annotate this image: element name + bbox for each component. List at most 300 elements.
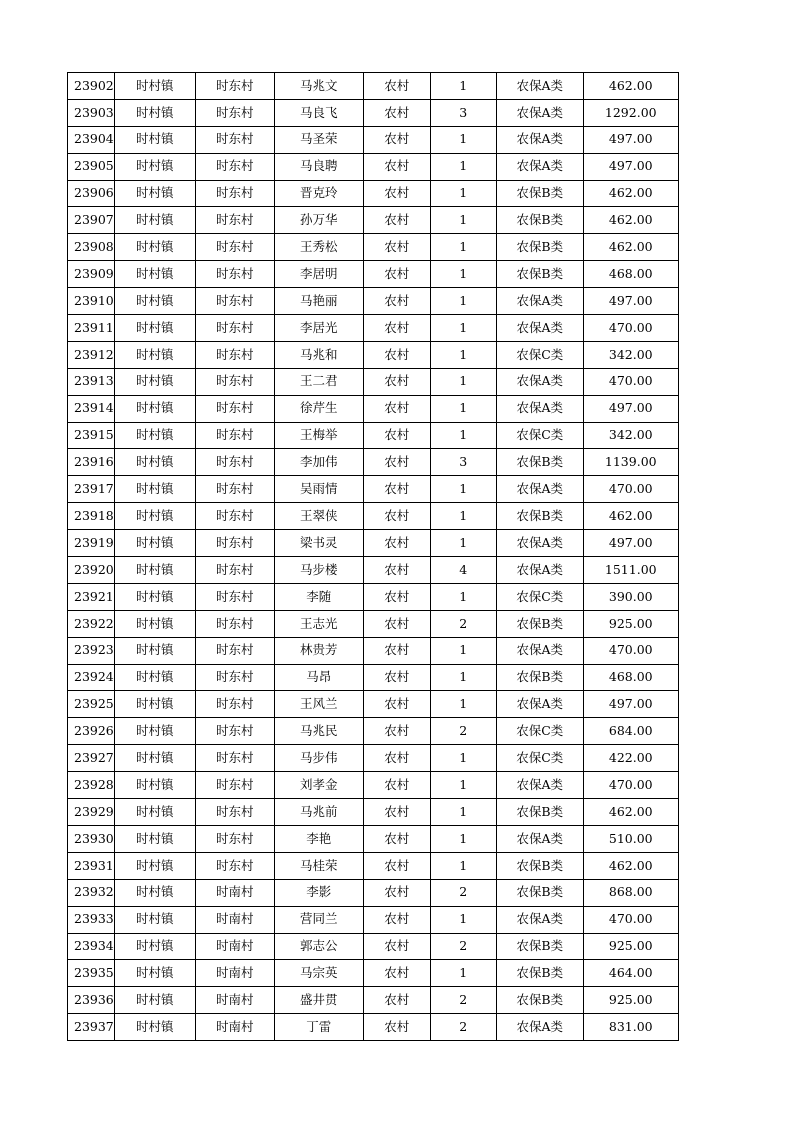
cell-count: 1 <box>430 341 496 368</box>
cell-name: 马艳丽 <box>274 288 363 315</box>
cell-amount: 925.00 <box>583 933 678 960</box>
table-row <box>68 852 679 879</box>
cell-amount: 468.00 <box>583 261 678 288</box>
cell-name: 王二君 <box>274 368 363 395</box>
cell-name: 马兆和 <box>274 341 363 368</box>
cell-town: 时村镇 <box>114 933 195 960</box>
cell-id: 23907 <box>68 207 115 234</box>
cell-village: 时东村 <box>195 180 274 207</box>
cell-category: 农保A类 <box>496 315 583 342</box>
cell-amount: 470.00 <box>583 368 678 395</box>
cell-id: 23915 <box>68 422 115 449</box>
cell-village: 时东村 <box>195 583 274 610</box>
cell-id: 23923 <box>68 637 115 664</box>
cell-name: 马宗英 <box>274 960 363 987</box>
cell-name: 郭志公 <box>274 933 363 960</box>
cell-id: 23933 <box>68 906 115 933</box>
cell-category: 农保A类 <box>496 557 583 584</box>
cell-name: 李居明 <box>274 261 363 288</box>
table-row <box>68 449 679 476</box>
cell-name: 马昂 <box>274 664 363 691</box>
table-row <box>68 368 679 395</box>
cell-amount: 925.00 <box>583 987 678 1014</box>
cell-count: 1 <box>430 288 496 315</box>
cell-town: 时村镇 <box>114 852 195 879</box>
cell-category: 农保A类 <box>496 691 583 718</box>
cell-town: 时村镇 <box>114 180 195 207</box>
cell-name: 马桂荣 <box>274 852 363 879</box>
cell-town: 时村镇 <box>114 207 195 234</box>
cell-category: 农保B类 <box>496 987 583 1014</box>
cell-count: 3 <box>430 99 496 126</box>
cell-village: 时东村 <box>195 691 274 718</box>
cell-id: 23902 <box>68 73 115 100</box>
cell-name: 李艳 <box>274 825 363 852</box>
cell-count: 4 <box>430 557 496 584</box>
cell-town: 时村镇 <box>114 583 195 610</box>
table-row <box>68 799 679 826</box>
cell-id: 23903 <box>68 99 115 126</box>
cell-type: 农村 <box>363 73 430 100</box>
cell-name: 梁书灵 <box>274 530 363 557</box>
cell-type: 农村 <box>363 207 430 234</box>
cell-type: 农村 <box>363 234 430 261</box>
cell-village: 时东村 <box>195 261 274 288</box>
cell-count: 1 <box>430 422 496 449</box>
cell-amount: 510.00 <box>583 825 678 852</box>
cell-category: 农保C类 <box>496 341 583 368</box>
cell-name: 徐芹生 <box>274 395 363 422</box>
cell-village: 时东村 <box>195 449 274 476</box>
cell-id: 23937 <box>68 1014 115 1041</box>
cell-type: 农村 <box>363 530 430 557</box>
cell-id: 23911 <box>68 315 115 342</box>
cell-category: 农保A类 <box>496 288 583 315</box>
cell-village: 时南村 <box>195 879 274 906</box>
cell-amount: 462.00 <box>583 852 678 879</box>
cell-count: 1 <box>430 207 496 234</box>
cell-name: 李影 <box>274 879 363 906</box>
cell-village: 时东村 <box>195 557 274 584</box>
cell-type: 农村 <box>363 987 430 1014</box>
table-row <box>68 691 679 718</box>
table-row <box>68 637 679 664</box>
cell-amount: 470.00 <box>583 476 678 503</box>
table-row <box>68 261 679 288</box>
cell-type: 农村 <box>363 315 430 342</box>
cell-amount: 831.00 <box>583 1014 678 1041</box>
table-row <box>68 745 679 772</box>
cell-category: 农保A类 <box>496 73 583 100</box>
cell-village: 时东村 <box>195 799 274 826</box>
cell-type: 农村 <box>363 153 430 180</box>
cell-amount: 497.00 <box>583 530 678 557</box>
cell-category: 农保A类 <box>496 126 583 153</box>
cell-town: 时村镇 <box>114 691 195 718</box>
table-row <box>68 288 679 315</box>
cell-type: 农村 <box>363 879 430 906</box>
cell-amount: 464.00 <box>583 960 678 987</box>
cell-amount: 462.00 <box>583 73 678 100</box>
cell-village: 时东村 <box>195 718 274 745</box>
cell-name: 李居光 <box>274 315 363 342</box>
cell-category: 农保A类 <box>496 637 583 664</box>
cell-name: 马良飞 <box>274 99 363 126</box>
cell-type: 农村 <box>363 583 430 610</box>
table-row <box>68 422 679 449</box>
cell-town: 时村镇 <box>114 987 195 1014</box>
cell-id: 23919 <box>68 530 115 557</box>
table-row <box>68 476 679 503</box>
cell-name: 晋克玲 <box>274 180 363 207</box>
cell-amount: 497.00 <box>583 395 678 422</box>
cell-amount: 342.00 <box>583 341 678 368</box>
cell-id: 23906 <box>68 180 115 207</box>
cell-type: 农村 <box>363 261 430 288</box>
cell-category: 农保B类 <box>496 933 583 960</box>
cell-count: 1 <box>430 153 496 180</box>
table-row <box>68 126 679 153</box>
cell-id: 23935 <box>68 960 115 987</box>
cell-amount: 462.00 <box>583 180 678 207</box>
cell-village: 时南村 <box>195 987 274 1014</box>
cell-category: 农保B类 <box>496 261 583 288</box>
cell-type: 农村 <box>363 422 430 449</box>
table-row <box>68 960 679 987</box>
cell-type: 农村 <box>363 637 430 664</box>
cell-id: 23916 <box>68 449 115 476</box>
cell-id: 23905 <box>68 153 115 180</box>
cell-amount: 470.00 <box>583 637 678 664</box>
cell-count: 1 <box>430 852 496 879</box>
cell-count: 1 <box>430 583 496 610</box>
cell-name: 丁雷 <box>274 1014 363 1041</box>
cell-category: 农保B类 <box>496 879 583 906</box>
cell-category: 农保A类 <box>496 395 583 422</box>
cell-category: 农保A类 <box>496 1014 583 1041</box>
cell-amount: 462.00 <box>583 234 678 261</box>
table-row <box>68 153 679 180</box>
table-row <box>68 207 679 234</box>
cell-name: 王翠侠 <box>274 503 363 530</box>
cell-village: 时南村 <box>195 906 274 933</box>
cell-town: 时村镇 <box>114 234 195 261</box>
cell-count: 1 <box>430 503 496 530</box>
cell-town: 时村镇 <box>114 557 195 584</box>
cell-name: 孙万华 <box>274 207 363 234</box>
cell-village: 时东村 <box>195 422 274 449</box>
cell-town: 时村镇 <box>114 745 195 772</box>
records-table-body <box>68 73 679 1041</box>
cell-name: 马圣荣 <box>274 126 363 153</box>
cell-id: 23927 <box>68 745 115 772</box>
cell-town: 时村镇 <box>114 126 195 153</box>
cell-id: 23922 <box>68 610 115 637</box>
cell-village: 时东村 <box>195 153 274 180</box>
cell-amount: 497.00 <box>583 691 678 718</box>
cell-town: 时村镇 <box>114 799 195 826</box>
cell-count: 1 <box>430 180 496 207</box>
table-row <box>68 73 679 100</box>
cell-name: 吴雨情 <box>274 476 363 503</box>
cell-amount: 470.00 <box>583 315 678 342</box>
cell-category: 农保B类 <box>496 960 583 987</box>
cell-amount: 1139.00 <box>583 449 678 476</box>
cell-town: 时村镇 <box>114 825 195 852</box>
cell-name: 马良聘 <box>274 153 363 180</box>
cell-type: 农村 <box>363 960 430 987</box>
cell-town: 时村镇 <box>114 261 195 288</box>
table-row <box>68 530 679 557</box>
cell-category: 农保B类 <box>496 207 583 234</box>
cell-town: 时村镇 <box>114 772 195 799</box>
table-row <box>68 879 679 906</box>
cell-id: 23920 <box>68 557 115 584</box>
cell-village: 时东村 <box>195 772 274 799</box>
cell-village: 时东村 <box>195 234 274 261</box>
cell-town: 时村镇 <box>114 960 195 987</box>
cell-amount: 497.00 <box>583 126 678 153</box>
cell-type: 农村 <box>363 745 430 772</box>
cell-id: 23910 <box>68 288 115 315</box>
cell-village: 时东村 <box>195 288 274 315</box>
cell-town: 时村镇 <box>114 315 195 342</box>
cell-category: 农保C类 <box>496 422 583 449</box>
cell-type: 农村 <box>363 799 430 826</box>
cell-category: 农保B类 <box>496 799 583 826</box>
cell-id: 23929 <box>68 799 115 826</box>
cell-village: 时东村 <box>195 126 274 153</box>
cell-village: 时南村 <box>195 960 274 987</box>
cell-id: 23908 <box>68 234 115 261</box>
cell-count: 1 <box>430 745 496 772</box>
cell-amount: 470.00 <box>583 772 678 799</box>
cell-category: 农保A类 <box>496 368 583 395</box>
table-row <box>68 610 679 637</box>
cell-amount: 462.00 <box>583 207 678 234</box>
cell-id: 23917 <box>68 476 115 503</box>
cell-town: 时村镇 <box>114 73 195 100</box>
cell-count: 1 <box>430 825 496 852</box>
cell-count: 1 <box>430 664 496 691</box>
table-row <box>68 395 679 422</box>
cell-name: 马步楼 <box>274 557 363 584</box>
cell-type: 农村 <box>363 288 430 315</box>
cell-type: 农村 <box>363 126 430 153</box>
cell-town: 时村镇 <box>114 906 195 933</box>
cell-count: 1 <box>430 73 496 100</box>
cell-count: 1 <box>430 906 496 933</box>
table-row <box>68 234 679 261</box>
cell-id: 23914 <box>68 395 115 422</box>
cell-name: 林贵芳 <box>274 637 363 664</box>
cell-amount: 925.00 <box>583 610 678 637</box>
cell-id: 23921 <box>68 583 115 610</box>
cell-village: 时南村 <box>195 1014 274 1041</box>
table-row <box>68 557 679 584</box>
cell-count: 1 <box>430 261 496 288</box>
cell-village: 时东村 <box>195 207 274 234</box>
cell-count: 3 <box>430 449 496 476</box>
cell-category: 农保C类 <box>496 745 583 772</box>
cell-town: 时村镇 <box>114 503 195 530</box>
cell-village: 时东村 <box>195 664 274 691</box>
cell-type: 农村 <box>363 99 430 126</box>
cell-category: 农保C类 <box>496 583 583 610</box>
cell-type: 农村 <box>363 718 430 745</box>
cell-category: 农保B类 <box>496 503 583 530</box>
cell-name: 营同兰 <box>274 906 363 933</box>
cell-name: 马步伟 <box>274 745 363 772</box>
cell-amount: 684.00 <box>583 718 678 745</box>
table-row <box>68 1014 679 1041</box>
cell-amount: 497.00 <box>583 288 678 315</box>
cell-amount: 462.00 <box>583 503 678 530</box>
cell-amount: 422.00 <box>583 745 678 772</box>
cell-amount: 462.00 <box>583 799 678 826</box>
cell-type: 农村 <box>363 395 430 422</box>
cell-town: 时村镇 <box>114 449 195 476</box>
cell-amount: 342.00 <box>583 422 678 449</box>
cell-name: 李加伟 <box>274 449 363 476</box>
cell-town: 时村镇 <box>114 610 195 637</box>
cell-id: 23904 <box>68 126 115 153</box>
cell-count: 1 <box>430 315 496 342</box>
cell-id: 23926 <box>68 718 115 745</box>
cell-category: 农保A类 <box>496 906 583 933</box>
cell-count: 1 <box>430 234 496 261</box>
table-row <box>68 341 679 368</box>
table-row <box>68 772 679 799</box>
cell-count: 2 <box>430 933 496 960</box>
cell-type: 农村 <box>363 691 430 718</box>
cell-id: 23913 <box>68 368 115 395</box>
cell-name: 马兆文 <box>274 73 363 100</box>
cell-name: 王志光 <box>274 610 363 637</box>
cell-name: 马兆前 <box>274 799 363 826</box>
cell-category: 农保B类 <box>496 234 583 261</box>
cell-category: 农保B类 <box>496 610 583 637</box>
cell-count: 2 <box>430 987 496 1014</box>
cell-town: 时村镇 <box>114 368 195 395</box>
cell-count: 2 <box>430 1014 496 1041</box>
cell-count: 1 <box>430 368 496 395</box>
cell-count: 2 <box>430 610 496 637</box>
cell-village: 时东村 <box>195 503 274 530</box>
cell-amount: 1292.00 <box>583 99 678 126</box>
cell-category: 农保A类 <box>496 530 583 557</box>
cell-village: 时东村 <box>195 73 274 100</box>
table-row <box>68 825 679 852</box>
cell-type: 农村 <box>363 906 430 933</box>
cell-type: 农村 <box>363 368 430 395</box>
cell-id: 23909 <box>68 261 115 288</box>
table-row <box>68 987 679 1014</box>
cell-village: 时东村 <box>195 395 274 422</box>
cell-name: 刘孝金 <box>274 772 363 799</box>
cell-name: 盛井贯 <box>274 987 363 1014</box>
cell-name: 王梅举 <box>274 422 363 449</box>
cell-id: 23925 <box>68 691 115 718</box>
cell-count: 1 <box>430 637 496 664</box>
table-row <box>68 664 679 691</box>
cell-type: 农村 <box>363 476 430 503</box>
cell-village: 时东村 <box>195 530 274 557</box>
cell-category: 农保C类 <box>496 718 583 745</box>
cell-type: 农村 <box>363 449 430 476</box>
cell-village: 时东村 <box>195 825 274 852</box>
cell-id: 23928 <box>68 772 115 799</box>
table-row <box>68 180 679 207</box>
cell-village: 时东村 <box>195 637 274 664</box>
cell-category: 农保B类 <box>496 852 583 879</box>
cell-town: 时村镇 <box>114 1014 195 1041</box>
cell-count: 1 <box>430 960 496 987</box>
cell-amount: 868.00 <box>583 879 678 906</box>
cell-town: 时村镇 <box>114 395 195 422</box>
cell-town: 时村镇 <box>114 530 195 557</box>
table-row <box>68 503 679 530</box>
cell-amount: 470.00 <box>583 906 678 933</box>
cell-village: 时东村 <box>195 610 274 637</box>
table-row <box>68 99 679 126</box>
cell-name: 马兆民 <box>274 718 363 745</box>
cell-village: 时南村 <box>195 933 274 960</box>
cell-category: 农保B类 <box>496 180 583 207</box>
cell-amount: 468.00 <box>583 664 678 691</box>
cell-id: 23932 <box>68 879 115 906</box>
cell-type: 农村 <box>363 825 430 852</box>
cell-village: 时东村 <box>195 852 274 879</box>
cell-amount: 1511.00 <box>583 557 678 584</box>
cell-type: 农村 <box>363 772 430 799</box>
cell-town: 时村镇 <box>114 153 195 180</box>
cell-village: 时东村 <box>195 476 274 503</box>
cell-town: 时村镇 <box>114 637 195 664</box>
cell-count: 1 <box>430 691 496 718</box>
cell-type: 农村 <box>363 180 430 207</box>
cell-id: 23912 <box>68 341 115 368</box>
cell-category: 农保B类 <box>496 449 583 476</box>
cell-id: 23924 <box>68 664 115 691</box>
cell-village: 时东村 <box>195 99 274 126</box>
cell-category: 农保A类 <box>496 99 583 126</box>
cell-town: 时村镇 <box>114 476 195 503</box>
cell-count: 2 <box>430 879 496 906</box>
cell-town: 时村镇 <box>114 341 195 368</box>
cell-type: 农村 <box>363 503 430 530</box>
cell-town: 时村镇 <box>114 288 195 315</box>
cell-name: 王秀松 <box>274 234 363 261</box>
cell-category: 农保B类 <box>496 664 583 691</box>
cell-town: 时村镇 <box>114 718 195 745</box>
cell-amount: 390.00 <box>583 583 678 610</box>
cell-category: 农保A类 <box>496 825 583 852</box>
cell-name: 王风兰 <box>274 691 363 718</box>
cell-id: 23936 <box>68 987 115 1014</box>
table-row <box>68 718 679 745</box>
cell-type: 农村 <box>363 341 430 368</box>
cell-category: 农保A类 <box>496 772 583 799</box>
table-row <box>68 933 679 960</box>
cell-category: 农保A类 <box>496 476 583 503</box>
cell-count: 2 <box>430 718 496 745</box>
cell-town: 时村镇 <box>114 99 195 126</box>
cell-count: 1 <box>430 799 496 826</box>
cell-type: 农村 <box>363 852 430 879</box>
cell-type: 农村 <box>363 610 430 637</box>
table-row <box>68 906 679 933</box>
